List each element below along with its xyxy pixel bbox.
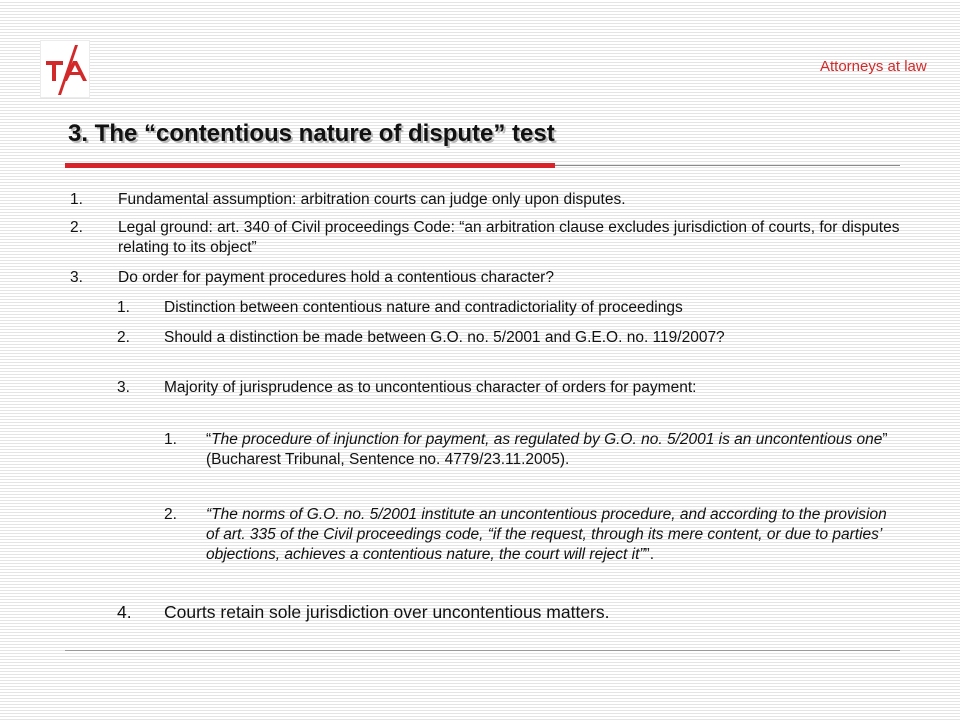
title-underline-red xyxy=(65,163,555,168)
quote-italic: The procedure of injunction for payment, as regulated by G.O. no. 5/2001 is an uncontentious one xyxy=(211,431,883,448)
quote-open: “ xyxy=(206,431,212,448)
list-text: Majority of jurisprudence as to uncontentious character of orders for payment: xyxy=(164,379,697,396)
quote-list-item xyxy=(164,430,900,470)
quote-close: ” xyxy=(882,431,888,448)
title-underline-gray xyxy=(555,165,900,166)
quote-list-item xyxy=(164,505,900,565)
quote-italic: “The norms of G.O. no. 5/2001 institute an uncontentious procedure, and according to the provision of art. 335 of the Civil proceedings code, “if the request, through its mere content, or due to parties’ objections, achieves a contentious nature, the court will reject it” xyxy=(206,506,887,563)
list-text: Legal ground: art. 340 of Civil proceedings Code: “an arbitration clause excludes jurisdiction of courts, for disputes relating to its object” xyxy=(118,219,900,256)
tagline: Attorneys at law xyxy=(820,58,927,75)
list-text: Do order for payment procedures hold a contentious character? xyxy=(118,269,554,286)
quote-end: ”. xyxy=(644,546,655,563)
list-number: 1. xyxy=(117,299,130,316)
sub-list-item xyxy=(117,298,900,318)
logo-mark-icon xyxy=(41,41,89,97)
list-item xyxy=(70,190,900,210)
quote-text xyxy=(206,505,900,565)
list-number: 1. xyxy=(70,191,83,208)
list-number: 3. xyxy=(70,269,83,286)
sub-list-item xyxy=(117,378,900,398)
list-item xyxy=(70,218,900,258)
list-text: Distinction between contentious nature and contradictoriality of proceedings xyxy=(164,299,683,316)
list-text: Courts retain sole jurisdiction over uncontentious matters. xyxy=(164,602,610,622)
logo xyxy=(40,40,90,98)
list-number: 2. xyxy=(117,329,130,346)
list-number: 3. xyxy=(117,379,130,396)
list-number: 4. xyxy=(117,602,132,622)
footer-divider xyxy=(65,650,900,651)
slide-title: 3. The “contentious nature of dispute” test xyxy=(68,120,555,147)
list-number: 2. xyxy=(70,219,83,236)
sub-list-item xyxy=(117,328,900,348)
list-text: Should a distinction be made between G.O. no. 5/2001 and G.E.O. no. 119/2007? xyxy=(164,329,725,346)
quote-source: (Bucharest Tribunal, Sentence no. 4779/23.11.2005). xyxy=(206,451,570,468)
sub-list-item xyxy=(117,602,900,622)
list-number: 1. xyxy=(164,431,177,448)
quote-text xyxy=(206,430,900,470)
list-number: 2. xyxy=(164,506,177,523)
list-item xyxy=(70,268,900,288)
list-text: Fundamental assumption: arbitration courts can judge only upon disputes. xyxy=(118,191,626,208)
